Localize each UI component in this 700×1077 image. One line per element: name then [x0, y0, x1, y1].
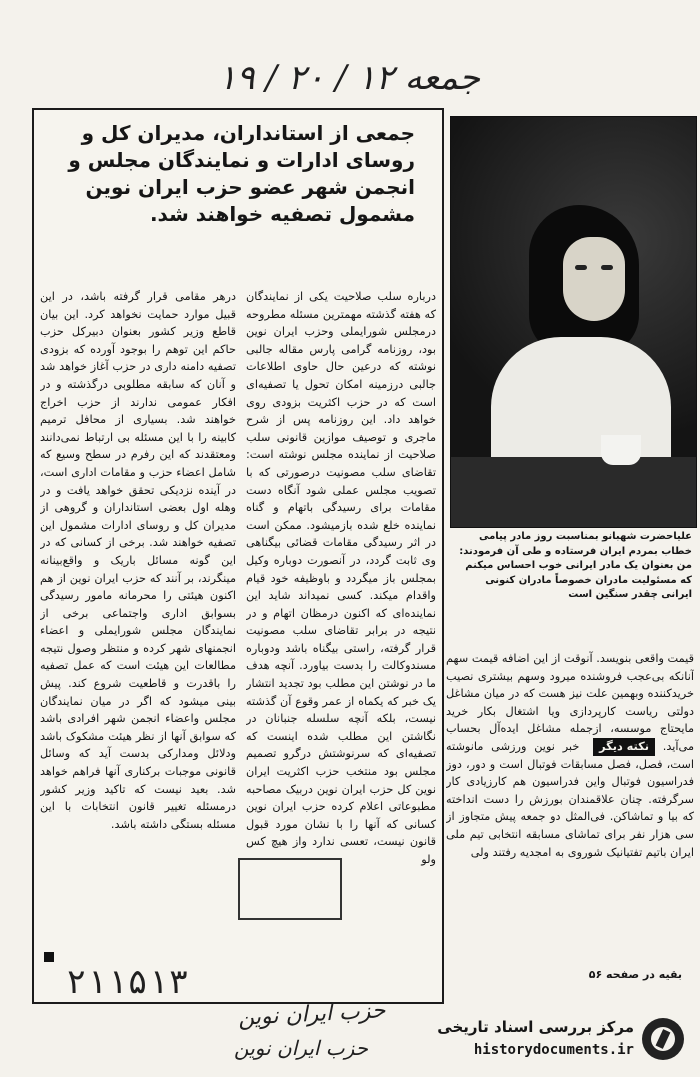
stamp-box	[238, 858, 342, 920]
handwritten-note-2: حزب ایران نوین	[234, 1036, 369, 1060]
section-subhead: نکته دیگر	[593, 738, 655, 756]
article-headline: جمعی از استانداران، مدیران کل و روسای ادارات و نمایندگان مجلس و انجمن شهر عضو حزب ایران نوین مشمول تصفیه خواهند شد.	[68, 121, 415, 226]
article-column-far	[446, 650, 694, 995]
handwritten-note-1: حزب ایران نوین	[237, 998, 386, 1031]
archive-logo-icon	[642, 1018, 684, 1060]
handwritten-document-number: ۲۱۱۵۱۳	[66, 962, 189, 1002]
article-column-left: درهر مقامی قرار گرفته باشد، در این قبیل موارد حمایت نخواهد کرد. این بیان قاطع وزیر کشور بعنوان دبیرکل حزب حاکم این توهم را بوجود آورده که بزودی تصفیه دامنه داری در حزب آغاز خواهد شد و آنان که سابقه مطلوبی درگذشته و در افکار عمومی ندارند از حزب اخراج خواهند شد. بسیاری از محافل ترمیم کابینه را با این مسئله بی ارتباط نمی‌دانند ومعتقدند که این رفرم در سطح وسیع که شامل اعضاء حزب و مقامات اداری است، در آینده نزدیکی تحقق خواهد یافت و در وهله اول بعضی استانداران و گروهی از مدیران کل و روسای ادارات مشمول این تصفیه خواهند شد. برخی از کسانی که در این گونه مسائل باریک و واقع‌بینانه مینگرند، بر آنند که حزب ایران نوین از هم اکنون هیئتی را محرمانه مامور رسیدگی بسوابق اداری واجتماعی برخی از نمایندگان مجلس شورایملی و اعضاء انجمنهای شهر کرده و منتظر وصول نتیجه مطالعات این هیئت است که عمل تصفیه را باقدرت و قاطعیت شروع کند. پیش بینی میشود که اگر در میان نمایندگان مجلس واعضاء انجمن شهر افرادی باشد که سوابق آنها از نظر هیئت مشکوک باشد ودلائل ومدارکی بدست آید که وسائل قانونی موجبات برکناری آنها فراهم خواهد شد. بعید نیست که تاکید وزیر کشور درمسئله تغییر قانون انتخابات با این مسئله بستگی داشته باشد.	[40, 290, 236, 831]
article-column-right: درباره سلب صلاحیت یکی از نمایندگان که هفته گذشته مهمترین مسئله مطروحه درمجلس شورایملی وحزب ایران نوین بود، روزنامه گرامی پارس مقاله جالبی نوشته که درعین حال حاوی اطلاعات جالبی درزمینه امکان تحول یا تصفیه‌ای است که در حزب اکثریت بزودی روی خواهد داد. این روزنامه پس از شرح ماجری و توصیف موازین قانونی سلب صلاحیت از نماینده مجلس نوشته است: تقاضای سلب مصونیت درصورتی که با تصویب مجلس عملی شود آنگاه دست مقامات برای رسیدگی باتهام و گناه نماینده خلع شده بازمیشود. ممکن است در اثر رسیدگی مقامات قضائی بیگناهی وی ثابت گردد، در آنصورت دوباره وکیل بمجلس باز میگردد و باوظیفه خود قیام واقدام میکند. کسی نمیداند شاید این نماینده‌ای که اکنون درمظان اتهام و در نتیجه در برابر تقاضای سلب مصونیت قرار گرفته، راستی بیگناه باشد ودوباره مسندوکالت را بدست بیاورد. آنچه هدف ما در نوشتن این مطلب بود تجدید انتشار یک خبر که یکماه از عمر وقوع آن گذشته نیست، بلکه آنچه سلسله جنبانان در نگاشتن این مطلب شده اینست که تصفیه‌ای که سرنوشتش درگرو تصمیم مجلس بود منتخب حزب اکثریت ایران نوین کل حزب ایران نوین دربیک مصاحبه مطبوعاتی اعلام کرده حزب ایران نوین کسانی که آنها را با نشان مورد قبول قانون نیست، تعسی ندارد واز هیچ کس ولو	[246, 290, 436, 866]
watermark-url: historydocuments.ir	[473, 1042, 634, 1058]
watermark-title: مرکز بررسی اسناد تاریخی	[437, 1018, 634, 1036]
column-far-text-1: قیمت واقعی بنویسد. آنوقت از این اضافه قیمت سهم آنانکه بی‌عجب فروشنده میرود وسهم بیشتری نصیب خریدکننده وبهمین علت نیز هست که در میان مشاغل دولتی ریاست کارپردازی ویا اشتغال بکار خرید مایحتاج موسسه، ازجمله مشاغل ایده‌آل بحساب می‌آید.	[446, 652, 694, 753]
news-photo	[450, 116, 697, 528]
handwritten-date-note: جمعه ۱۲ / ۲۰ / ۱۹	[218, 58, 480, 98]
column-far-text-2: خبر نوین ورزشی مانوشته است، فصل، فصل مسابقات فوتبال است و دور، دوز فدراسیون فوتبال واین فدراسیون هم کارزیادی کار سرگرفته. چنان علاقمندان بورزش را دست انداخته که بیا و تماشاکن. فی‌المثل دو جمعه پیش متجاوز از سی هزار نفر برای تماشای مسابقه انتخابی تیم ملی ایران باتیم تفتیانیک شوروی به امجدیه رفتند ولی	[446, 739, 694, 859]
continued-note: بقیه در صفحه ۵۶	[588, 968, 682, 981]
watermark	[420, 1012, 692, 1068]
end-mark	[44, 952, 54, 962]
photo-caption: علیاحضرت شهبانو بمناسبت روز مادر پیامی خطاب بمردم ایران فرستاده و طی آن فرمودند: من بعنوان یک مادر ایرانی خوب احساس میکنم که مسئولیت مادران خصوصاً مادران کنونی ایرانی چقدر سنگین است	[459, 531, 692, 600]
